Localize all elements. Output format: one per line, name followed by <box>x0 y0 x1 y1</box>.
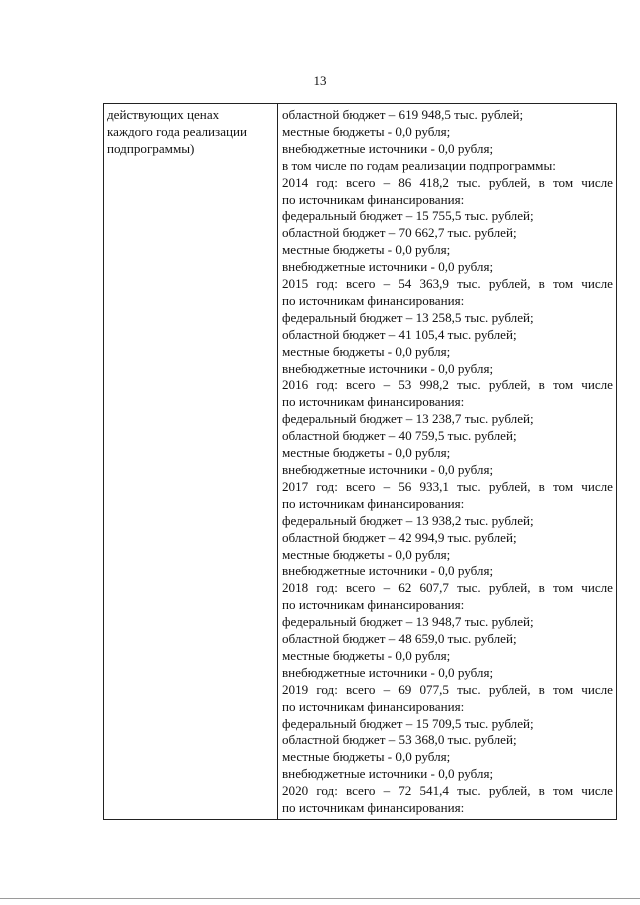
right-cell-line: по источникам финансирования: <box>282 394 465 410</box>
right-cell-line: 2016 год: всего – 53 998,2 тыс. рублей, в том числе <box>282 377 613 393</box>
right-cell-line: областной бюджет – 619 948,5 тыс. рублей; <box>282 107 524 122</box>
right-cell-line: 2020 год: всего – 72 541,4 тыс. рублей, в том числе <box>282 783 613 799</box>
right-cell-line: областной бюджет – 48 659,0 тыс. рублей; <box>282 631 517 647</box>
right-cell-line: местные бюджеты - 0,0 рубля; <box>282 445 451 461</box>
right-cell-line: местные бюджеты - 0,0 рубля; <box>282 242 451 258</box>
right-cell-line: в том числе по годам реализации подпрограммы: <box>282 157 556 173</box>
right-cell-line: 2018 год: всего – 62 607,7 тыс. рублей, в том числе <box>282 580 613 596</box>
table-right-cell <box>278 104 616 819</box>
right-cell-line: по источникам финансирования: <box>282 698 465 714</box>
right-cell-line: федеральный бюджет – 13 938,2 тыс. рублей; <box>282 512 534 528</box>
right-cell-line: федеральный бюджет – 13 258,5 тыс. рублей; <box>282 309 534 325</box>
right-cell-line: внебюджетные источники - 0,0 рубля; <box>282 766 494 782</box>
right-cell-line: местные бюджеты - 0,0 рубля; <box>282 546 451 562</box>
right-cell-line: по источникам финансирования: <box>282 292 465 308</box>
right-cell-line: внебюджетные источники - 0,0 рубля; <box>282 360 494 376</box>
left-cell-line: подпрограммы) <box>107 140 195 156</box>
right-cell-line: по источникам финансирования: <box>282 597 465 613</box>
right-cell-line: федеральный бюджет – 13 948,7 тыс. рублей; <box>282 614 534 630</box>
right-cell-line: внебюджетные источники - 0,0 рубля; <box>282 259 494 275</box>
right-cell-line: областной бюджет – 40 759,5 тыс. рублей; <box>282 428 517 444</box>
right-cell-line: 2015 год: всего – 54 363,9 тыс. рублей, в том числе <box>282 276 613 292</box>
right-cell-line: 2014 год: всего – 86 418,2 тыс. рублей, в том числе <box>282 174 613 190</box>
right-cell-line: местные бюджеты - 0,0 рубля; <box>282 123 451 139</box>
right-cell-line: 2019 год: всего – 69 077,5 тыс. рублей, в том числе <box>282 681 613 697</box>
right-cell-line: внебюджетные источники - 0,0 рубля; <box>282 563 494 579</box>
right-cell-line: федеральный бюджет – 15 755,5 тыс. рублей; <box>282 208 534 224</box>
right-cell-line: по источникам финансирования: <box>282 800 465 816</box>
page-number: 13 <box>313 73 327 88</box>
right-cell-line: областной бюджет – 42 994,9 тыс. рублей; <box>282 529 517 545</box>
left-cell-line: действующих ценах <box>107 107 220 122</box>
right-cell-line: местные бюджеты - 0,0 рубля; <box>282 343 451 359</box>
right-cell-line: по источникам финансирования: <box>282 495 465 511</box>
right-cell-line: федеральный бюджет – 15 709,5 тыс. рублей; <box>282 715 534 731</box>
right-cell-line: федеральный бюджет – 13 238,7 тыс. рублей; <box>282 411 534 427</box>
right-cell-line: местные бюджеты - 0,0 рубля; <box>282 647 451 663</box>
table-left-cell <box>104 104 278 819</box>
right-cell-line: местные бюджеты - 0,0 рубля; <box>282 749 451 765</box>
bottom-divider <box>0 898 640 899</box>
right-cell-line: областной бюджет – 70 662,7 тыс. рублей; <box>282 225 517 241</box>
right-cell-line: внебюджетные источники - 0,0 рубля; <box>282 461 494 477</box>
right-cell-line: внебюджетные источники - 0,0 рубля; <box>282 664 494 680</box>
right-cell-line: внебюджетные источники - 0,0 рубля; <box>282 140 494 156</box>
right-cell-line: областной бюджет – 41 105,4 тыс. рублей; <box>282 326 517 342</box>
financing-table <box>103 103 617 820</box>
left-cell-line: каждого года реализации <box>107 123 248 139</box>
right-cell-line: 2017 год: всего – 56 933,1 тыс. рублей, в том числе <box>282 478 613 494</box>
right-cell-line: по источникам финансирования: <box>282 191 465 207</box>
right-cell-line: областной бюджет – 53 368,0 тыс. рублей; <box>282 732 517 748</box>
